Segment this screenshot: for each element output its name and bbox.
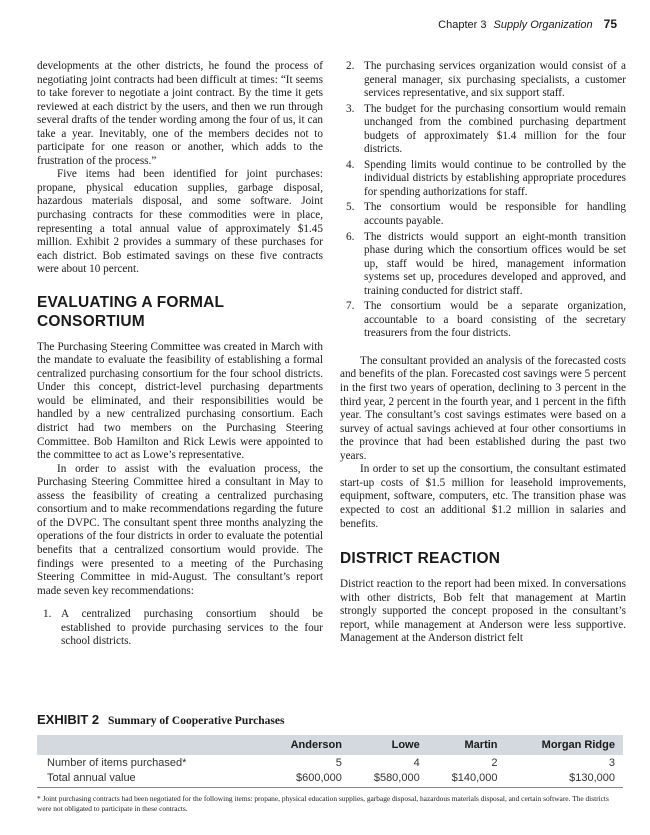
table-cell: $140,000 bbox=[428, 770, 506, 788]
list-number: 7. bbox=[346, 300, 355, 313]
list-item bbox=[340, 231, 626, 299]
exhibit-label: EXHIBIT 2 bbox=[37, 712, 100, 727]
list-number: 2. bbox=[346, 60, 355, 72]
left-column bbox=[37, 60, 323, 651]
table-header-cell: Morgan Ridge bbox=[541, 739, 615, 751]
running-header bbox=[438, 17, 617, 31]
section-heading: DISTRICT REACTION bbox=[340, 550, 501, 568]
list-text: The consortium would be responsible for handling accounts payable. bbox=[364, 201, 626, 228]
paragraph: District reaction to the report had been mixed. In conversations with other districts, Bob felt that management at Martin strongly supported the concept proposed in the consultant’s report, while management at Anderson were less supportive. Management at the Anderson district felt bbox=[340, 578, 626, 645]
purchases-table bbox=[37, 735, 623, 788]
table-header-row bbox=[37, 735, 623, 755]
list-text: A centralized purchasing consortium should be established to provide purchasing services to the four school districts. bbox=[61, 608, 323, 648]
exhibit-2 bbox=[37, 712, 623, 813]
right-column bbox=[340, 60, 626, 646]
list-text: Spending limits would continue to be controlled by the individual districts by establishing appropriate procedures for spending authorizations for staff. bbox=[364, 158, 626, 198]
row-label: Number of items purchased* bbox=[47, 757, 187, 769]
table-header-cell: Martin bbox=[464, 739, 498, 751]
table-header-cell: Lowe bbox=[391, 739, 420, 751]
table-header-cell bbox=[37, 735, 264, 755]
list-item bbox=[340, 300, 626, 341]
list-number: 6. bbox=[346, 230, 355, 243]
table-cell: $600,000 bbox=[264, 770, 350, 788]
chapter-title: Supply Organization bbox=[493, 19, 593, 31]
list-number: 1. bbox=[43, 608, 52, 621]
paragraph: In order to assist with the evaluation process, the Purchasing Steering Committee hired a consultant in May to assess the feasibility of creating a centralized purchasing consortium and to make recommendations regarding the future of the DVPC. The consultant spent three months analyzing the operations of the four districts in order to evaluate the potential benefits that a centralized consortium would provide. The findings were presented to a meeting of the Purchasing Steering Committee in mid-August. The consultant’s report made seven key recommendations: bbox=[37, 462, 323, 597]
table-footnote: * Joint purchasing contracts had been negotiated for the following items: propane, physical education supplies, garbage disposal, hazardous materials disposal, and certain software. The districts were not obligated to participate in these contracts. bbox=[37, 794, 609, 813]
list-number: 5. bbox=[346, 201, 355, 214]
table-header-cell: Anderson bbox=[290, 739, 342, 751]
table-cell: 3 bbox=[608, 757, 615, 769]
list-item bbox=[340, 60, 626, 101]
exhibit-caption: Summary of Cooperative Purchases bbox=[108, 715, 285, 727]
table-row bbox=[37, 770, 623, 788]
list-text: The purchasing services organization would consist of a general manager, six purchasing specialists, a customer services representative, and six support staff. bbox=[364, 60, 626, 100]
list-text: The consortium would be a separate organization, accountable to a board consisting of the secretary treasurers from the four districts. bbox=[364, 300, 626, 340]
exhibit-title bbox=[37, 712, 623, 727]
section-heading: EVALUATING A FORMAL CONSORTIUM bbox=[37, 293, 224, 330]
list-text: The districts would support an eight-month transition phase during which the consortium offices would be set up, staff would be hired, management information systems set up, procedures developed and approved, and training conducted for district staff. bbox=[364, 230, 626, 297]
recommendation-list bbox=[37, 608, 323, 649]
paragraph: The Purchasing Steering Committee was created in March with the mandate to evaluate the feasibility of establishing a formal centralized purchasing consortium for the four school districts. Under this concept, district-level purchasing departments would be eliminated, and their responsibilities would be handled by a new centralized purchasing consortium. Each district had two members on the Purchasing Steering Committee. Bob Hamilton and Rick Lewis were appointed to the committee to act as Lowe’s representative. bbox=[37, 340, 323, 462]
list-number: 3. bbox=[346, 102, 355, 115]
recommendation-list bbox=[340, 60, 626, 341]
paragraph: The consultant provided an analysis of the forecasted costs and benefits of the plan. Forecasted cost savings were 5 percent in the first two years of operation, declining to 3 percent in the third year, 2 percent in the fourth year, and 1 percent in the fifth year. The consultant’s cost savings estimates were based on a survey of actual savings achieved at four other consortiums in the province that had been established during the past two years. bbox=[340, 354, 626, 462]
list-item bbox=[340, 201, 626, 228]
table-cell: 4 bbox=[413, 757, 420, 769]
paragraph: In order to set up the consortium, the consultant estimated start-up costs of $1.5 million for leasehold improvements, equipment, software, computers, etc. The transition phase was expected to cost an additional $1.2 million in salaries and benefits. bbox=[340, 463, 626, 530]
table-cell: $580,000 bbox=[350, 770, 428, 788]
list-item bbox=[340, 103, 626, 157]
paragraph: developments at the other districts, he found the process of negotiating joint contracts had been difficult at times: “It seems to take forever to negotiate a joint contract. By the time it gets reviewed at each district by the users, and then we run through several drafts of the tender wording among the four of us, it can take a year. Inevitably, one of the members decides not to participate for one reason or another, which adds to the frustration of the process.” bbox=[37, 60, 323, 167]
table-cell: $130,000 bbox=[506, 770, 623, 788]
table-cell: 5 bbox=[335, 757, 342, 769]
list-item bbox=[37, 608, 323, 649]
table-cell: 2 bbox=[491, 757, 498, 769]
page-number: 75 bbox=[603, 17, 617, 31]
list-text: The budget for the purchasing consortium would remain unchanged from the combined purchasing department budgets of approximately $1.4 million for the four districts. bbox=[364, 102, 626, 156]
chapter-label: Chapter 3 bbox=[438, 19, 487, 31]
paragraph: Five items had been identified for joint purchases: propane, physical education supplies, garbage disposal, hazardous materials disposal, and some software. Joint purchasing contracts for these commodities were in place, representing a total annual value of approximately $1.45 million. Exhibit 2 provides a summary of these purchases for each district. Bob estimated savings on these five contracts were about 10 percent. bbox=[37, 168, 323, 276]
row-label: Total annual value bbox=[37, 770, 264, 788]
list-number: 4. bbox=[346, 158, 355, 171]
list-item bbox=[340, 159, 626, 200]
table-row bbox=[37, 755, 623, 770]
